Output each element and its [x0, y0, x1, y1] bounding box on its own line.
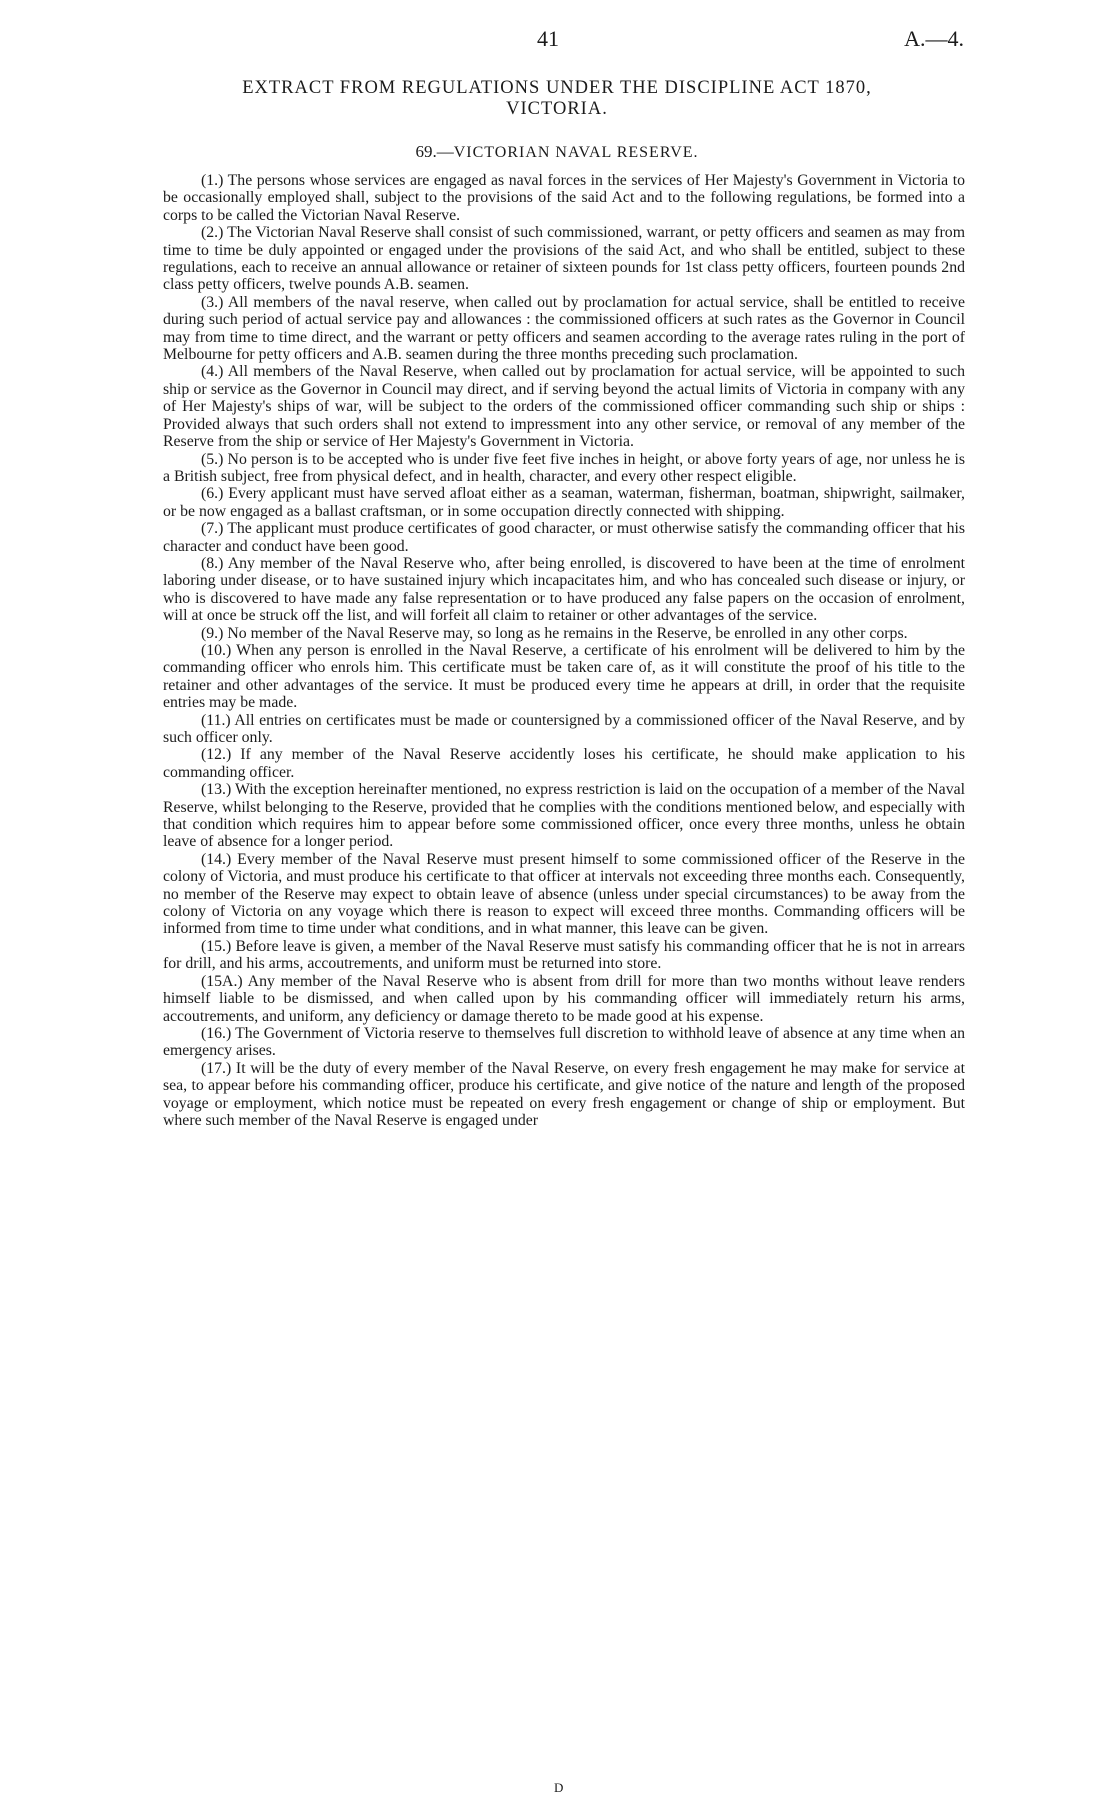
regulation-paragraph: (14.) Every member of the Naval Reserve must present himself to some commissioned officer of the Reserve in the colony of Victoria, and must produce his certificate to that officer at intervals not exceeding three months each. Consequently, no member of the Reserve may expect to obtain leave of absence (unless under special circumstances) to be away from the colony of Victoria on any voyage which there is reason to expect will exceed three months. Commanding officers will be informed from time to time under what conditions, and in what manner, this leave can be given.: [163, 850, 965, 938]
regulations-body: [163, 172, 965, 1129]
document-reference: A.—4.: [904, 26, 964, 51]
regulation-paragraph: (13.) With the exception hereinafter mentioned, no express restriction is laid on the occupation of a member of the Naval Reserve, whilst belonging to the Reserve, provided that he complies with the conditions mentioned below, and especially with that condition which requires him to appear before some commissioned officer, once every three months, unless he obtain leave of absence for a longer period.: [163, 781, 965, 851]
regulation-paragraph: (7.) The applicant must produce certificates of good character, or must otherwise satisfy the commanding officer that his character and conduct have been good.: [163, 520, 965, 555]
regulation-paragraph: (6.) Every applicant must have served afloat either as a seaman, waterman, fisherman, boatman, shipwright, sailmaker, or be now engaged as a ballast craftsman, or in some occupation directly connected with shipping.: [163, 485, 965, 520]
regulation-paragraph: (11.) All entries on certificates must be made or countersigned by a commissioned officer of the Naval Reserve, and by such officer only.: [163, 711, 965, 746]
regulation-paragraph: (10.) When any person is enrolled in the Naval Reserve, a certificate of his enrolment will be delivered to him by the commanding officer who enrols him. This certificate must be taken care of, as it will constitute the proof of his title to the retainer and other advantages of the service. It must be produced every time he appears at drill, in order that the requisite entries may be made.: [163, 641, 965, 712]
regulation-paragraph: (15A.) Any member of the Naval Reserve who is absent from drill for more than two months without leave renders himself liable to be dismissed, and when called upon by his commanding officer will immediately return his arms, accoutrements, and uniform, any deficiency or damage thereto to be made good at his expense.: [163, 972, 965, 1025]
regulation-paragraph: (1.) The persons whose services are engaged as naval forces in the services of Her Majesty's Government in Victoria to be occasionally employed shall, subject to the provisions of the said Act and to the following regulations, be formed into a corps to be called the Victorian Naval Reserve.: [163, 172, 965, 224]
title-line-1: EXTRACT FROM REGULATIONS UNDER THE DISCIPLINE ACT 1870,: [242, 78, 872, 98]
regulation-paragraph: (16.) The Government of Victoria reserve to themselves full discretion to withhold leave of absence at any time when an emergency arises.: [163, 1024, 965, 1060]
regulation-paragraph: (15.) Before leave is given, a member of the Naval Reserve must satisfy his commanding officer that he is not in arrears for drill, and his arms, accoutrements, and uniform must be returned into store.: [163, 937, 965, 973]
regulation-paragraph: (5.) No person is to be accepted who is under five feet five inches in height, or above forty years of age, nor unless he is a British subject, free from physical defect, and in health, character, and every other respect eligible.: [163, 450, 965, 485]
regulation-paragraph: (8.) Any member of the Naval Reserve who, after being enrolled, is discovered to have been at the time of enrolment laboring under disease, or to have sustained injury which incapacitates him, and who has concealed such disease or injury, or who is discovered to have made any false representation or to have produced any false papers on the occasion of enrolment, will at once be struck off the list, and will forfeit all claim to retainer or other advantages of the service.: [163, 554, 965, 625]
section-title: VICTORIAN NAVAL RESERVE.: [453, 144, 699, 161]
regulation-paragraph: (12.) If any member of the Naval Reserve accidently loses his certificate, he should make application to his commanding officer.: [163, 746, 965, 781]
regulation-paragraph: (17.) It will be the duty of every member of the Naval Reserve, on every fresh engagement he may make for service at sea, to appear before his commanding officer, produce his certificate, and give notice of the nature and length of the proposed voyage or employment, which notice must be repeated on every fresh engagement or change of ship or employment. But where such member of the Naval Reserve is engaged under: [163, 1059, 965, 1129]
section-heading: [150, 142, 964, 162]
document-title: [150, 78, 964, 120]
signature-mark: D: [554, 1780, 564, 1795]
page-number: 41: [537, 26, 559, 51]
regulation-paragraph: (4.) All members of the Naval Reserve, when called out by proclamation for actual service, will be appointed to such ship or service as the Governor in Council may direct, and if serving beyond the actual limits of Victoria in company with any of Her Majesty's ships of war, will be subject to the orders of the commissioned officer commanding such ship or ships : Provided always that such orders shall not extend to impressment into any other service, or removal of any member of the Reserve from the ship or service of Her Majesty's Government in Victoria.: [163, 363, 965, 451]
regulation-paragraph: (2.) The Victorian Naval Reserve shall consist of such commissioned, warrant, or petty officers and seamen as may from time to time be duly appointed or engaged under the provisions of the said Act, and who shall be entitled, subject to these regulations, each to receive an annual allowance or retainer of sixteen pounds for 1st class petty officers, fourteen pounds 2nd class petty officers, twelve pounds A.B. seamen.: [163, 224, 965, 294]
title-line-2: VICTORIA.: [506, 99, 608, 119]
regulation-paragraph: (3.) All members of the naval reserve, when called out by proclamation for actual service, shall be entitled to receive during such period of actual service pay and allowances : the commissioned officers at such rates as the Governor in Council may from time to time direct, and the warrant or petty officers and seamen according to the average rates ruling in the port of Melbourne for petty officers and A.B. seamen during the three months preceding such proclamation.: [163, 293, 965, 364]
section-number: 69.—: [415, 142, 454, 161]
regulation-paragraph: (9.) No member of the Naval Reserve may, so long as he remains in the Reserve, be enrolled in any other corps.: [201, 624, 908, 642]
